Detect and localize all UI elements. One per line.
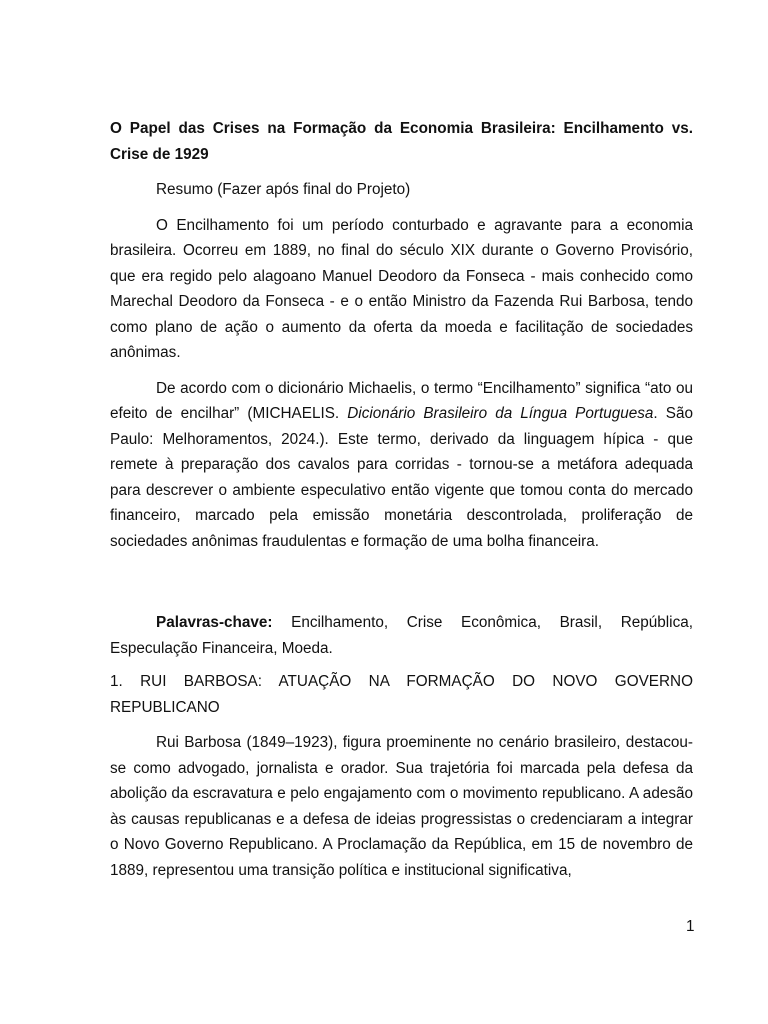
resumo-heading: Resumo (Fazer após final do Projeto) bbox=[156, 181, 411, 198]
dictionary-title: Dicionário Brasileiro da Língua Portuguesa bbox=[347, 405, 654, 422]
page-content bbox=[110, 116, 693, 883]
page-number: 1 bbox=[686, 918, 695, 935]
paragraph-text-part-a: De acordo com o dicionário Michaelis, o termo “Encilhamento” significa “ato ou efeito de encilhar” (MICHAELIS. bbox=[110, 379, 693, 422]
keywords-paragraph bbox=[110, 610, 693, 661]
section-1-heading: 1. RUI BARBOSA: ATUAÇÃO NA FORMAÇÃO DO NOVO GOVERNO REPUBLICANO bbox=[110, 673, 693, 716]
paragraph-encilhamento-definition bbox=[110, 376, 693, 555]
keywords-text: Encilhamento, Crise Econômica, Brasil, República, Especulação Financeira, Moeda. bbox=[110, 614, 693, 657]
paragraph-rui-barbosa: Rui Barbosa (1849–1923), figura proeminente no cenário brasileiro, destacou-se como advogado, jornalista e orador. Sua trajetória foi marcada pela defesa da abolição da escravatura e pelo engajamento com o movimento republicano. A adesão às causas republicanas e a defesa de ideias progressistas o credenciaram a integrar o Novo Governo Republicano. A Proclamação da República, em 15 de novembro de 1889, representou uma transição política e institucional significativa, bbox=[110, 734, 693, 879]
paragraph-text-part-b: . São Paulo: Melhoramentos, 2024.). Este termo, derivado da linguagem hípica - que remete à preparação dos cavalos para corridas - tornou-se a metáfora adequada para descrever o ambiente especulativo então vigente que tomou conta do mercado financeiro, marcado pela emissão monetária descontrolada, proliferação de sociedades anônimas fraudulentas e formação de uma bolha financeira. bbox=[110, 405, 693, 550]
paragraph-encilhamento-intro: O Encilhamento foi um período conturbado e agravante para a economia brasileira. Ocorreu em 1889, no final do século XIX durante o Governo Provisório, que era regido pelo alagoano Manuel Deodoro da Fonseca - mais conhecido como Marechal Deodoro da Fonseca - e o então Ministro da Fazenda Rui Barbosa, tendo como plano de ação o aumento da oferta da moeda e facilitação de sociedades anônimas. bbox=[110, 216, 693, 361]
document-title: O Papel das Crises na Formação da Economia Brasileira: Encilhamento vs. Crise de 1929 bbox=[110, 120, 693, 163]
keywords-label: Palavras-chave: bbox=[156, 614, 273, 631]
